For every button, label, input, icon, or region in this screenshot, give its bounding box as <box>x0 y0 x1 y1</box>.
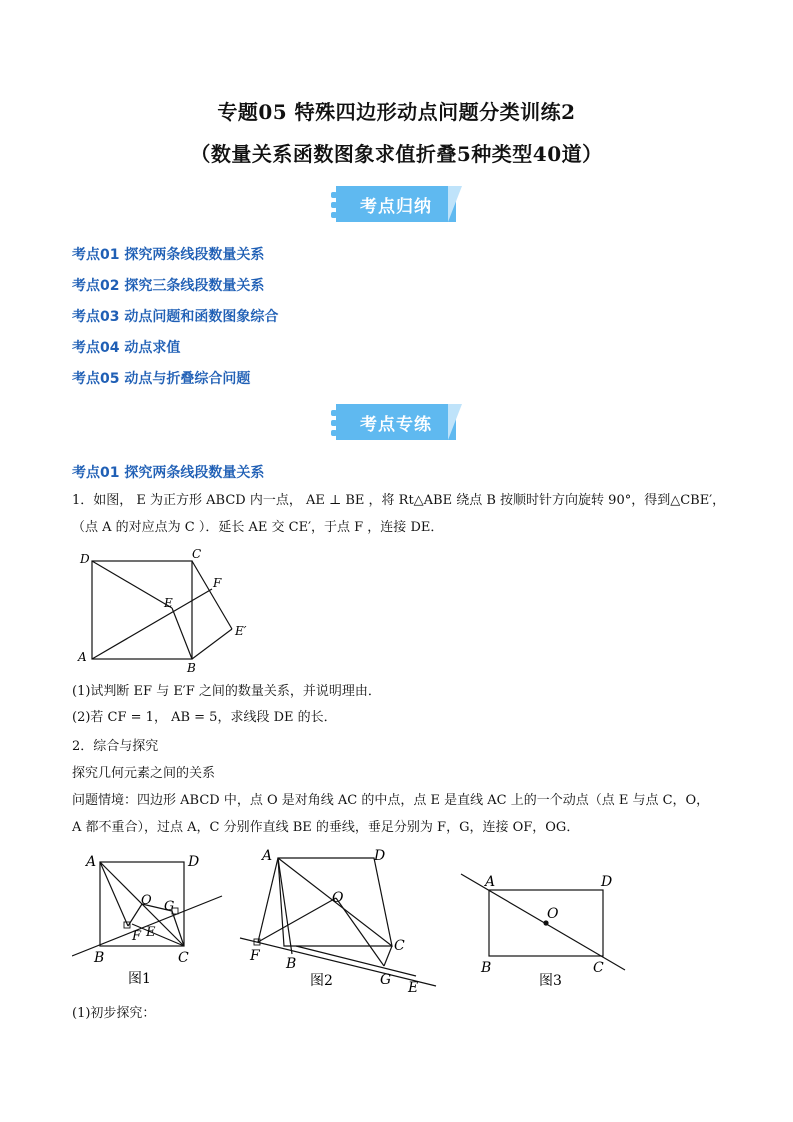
svg-text:G: G <box>380 972 392 988</box>
q1-line1: 1．如图， E 为正方形 ABCD 内一点， AE ⊥ BE ，将 Rt△ABE 绕点 B 按顺时针方向旋转 90°，得到△CBE′， <box>72 493 726 508</box>
banner-practice-text: 考点专练 <box>360 415 432 435</box>
segment-eb <box>172 608 192 659</box>
svg-text:E: E <box>146 925 156 940</box>
segment-af <box>92 589 212 659</box>
label-e: E <box>164 596 173 610</box>
label-f: F <box>213 576 222 590</box>
segment-de <box>92 561 172 608</box>
toc-item-4[interactable]: 考点04 动点求值 <box>72 340 181 356</box>
svg-text:F: F <box>132 929 142 944</box>
banner-summary <box>330 186 464 224</box>
q2-figure-1 <box>72 846 232 986</box>
svg-text:A: A <box>485 874 496 890</box>
svg-text:C: C <box>593 960 604 976</box>
svg-text:C: C <box>394 938 405 954</box>
q1-figure <box>72 545 272 675</box>
svg-text:B: B <box>94 950 105 966</box>
svg-text:D: D <box>374 848 386 864</box>
banner-practice <box>330 404 464 442</box>
fig2-line-be <box>240 938 436 986</box>
svg-text:G: G <box>164 899 175 914</box>
svg-text:D: D <box>601 874 613 890</box>
q2-line3: 问题情境：四边形 ABCD 中，点 O 是对角线 AC 的中点，点 E 是直线 AC 上的一个动点（点 E 与点 C，O， <box>72 793 710 808</box>
label-c: C <box>192 547 202 561</box>
segment-e-prime-b <box>192 629 232 659</box>
q2-figure-2 <box>236 846 446 996</box>
toc-item-1[interactable]: 考点01 探究两条线段数量关系 <box>72 247 265 263</box>
svg-text:A: A <box>86 854 97 870</box>
svg-text:F: F <box>250 948 260 964</box>
q2-line4: A 都不重合），过点 A，C 分别作直线 BE 的垂线，垂足分别为 F，G，连接 OF，OG． <box>72 820 580 835</box>
fig2-caption: 图2 <box>310 973 333 989</box>
svg-text:O: O <box>332 890 344 906</box>
q1-sub2: (2)若 CF = 1， AB = 5，求线段 DE 的长． <box>72 710 337 725</box>
toc-item-2[interactable]: 考点02 探究三条线段数量关系 <box>72 278 265 294</box>
label-e-prime: E′ <box>235 624 247 638</box>
svg-text:O: O <box>141 893 152 908</box>
section-heading: 考点01 探究两条线段数量关系 <box>72 465 265 481</box>
svg-text:C: C <box>178 950 189 966</box>
q2-sub1: (1)初步探究： <box>72 1006 156 1021</box>
toc-item-3[interactable]: 考点03 动点问题和函数图象综合 <box>72 309 279 325</box>
svg-text:A: A <box>262 848 273 864</box>
segment-ce-prime <box>192 561 232 629</box>
label-a: A <box>78 650 87 664</box>
svg-text:B: B <box>481 960 492 976</box>
label-b: B <box>187 661 196 675</box>
title-line2: （数量关系函数图象求值折叠5种类型40道） <box>190 142 603 166</box>
toc-item-5[interactable]: 考点05 动点与折叠综合问题 <box>72 371 251 387</box>
q1-line2: （点 A 的对应点为 C ）．延长 AE 交 CE′，于点 F ，连接 DE． <box>72 520 444 535</box>
svg-text:D: D <box>188 854 200 870</box>
q2-figure-3 <box>455 866 635 990</box>
banner-summary-text: 考点归纳 <box>360 197 432 217</box>
q1-sub1: (1)试判断 EF 与 E′F 之间的数量关系，并说明理由． <box>72 684 381 699</box>
svg-text:E: E <box>408 980 419 996</box>
fig1-caption: 图1 <box>128 971 151 986</box>
label-d: D <box>80 552 90 566</box>
svg-text:B: B <box>286 956 297 972</box>
title-line1: 专题05 特殊四边形动点问题分类训练2 <box>217 100 576 124</box>
fig3-caption: 图3 <box>539 973 562 989</box>
q2-line1: 2．综合与探究 <box>72 739 159 754</box>
q2-line2: 探究几何元素之间的关系 <box>72 766 216 781</box>
svg-text:O: O <box>547 906 559 922</box>
